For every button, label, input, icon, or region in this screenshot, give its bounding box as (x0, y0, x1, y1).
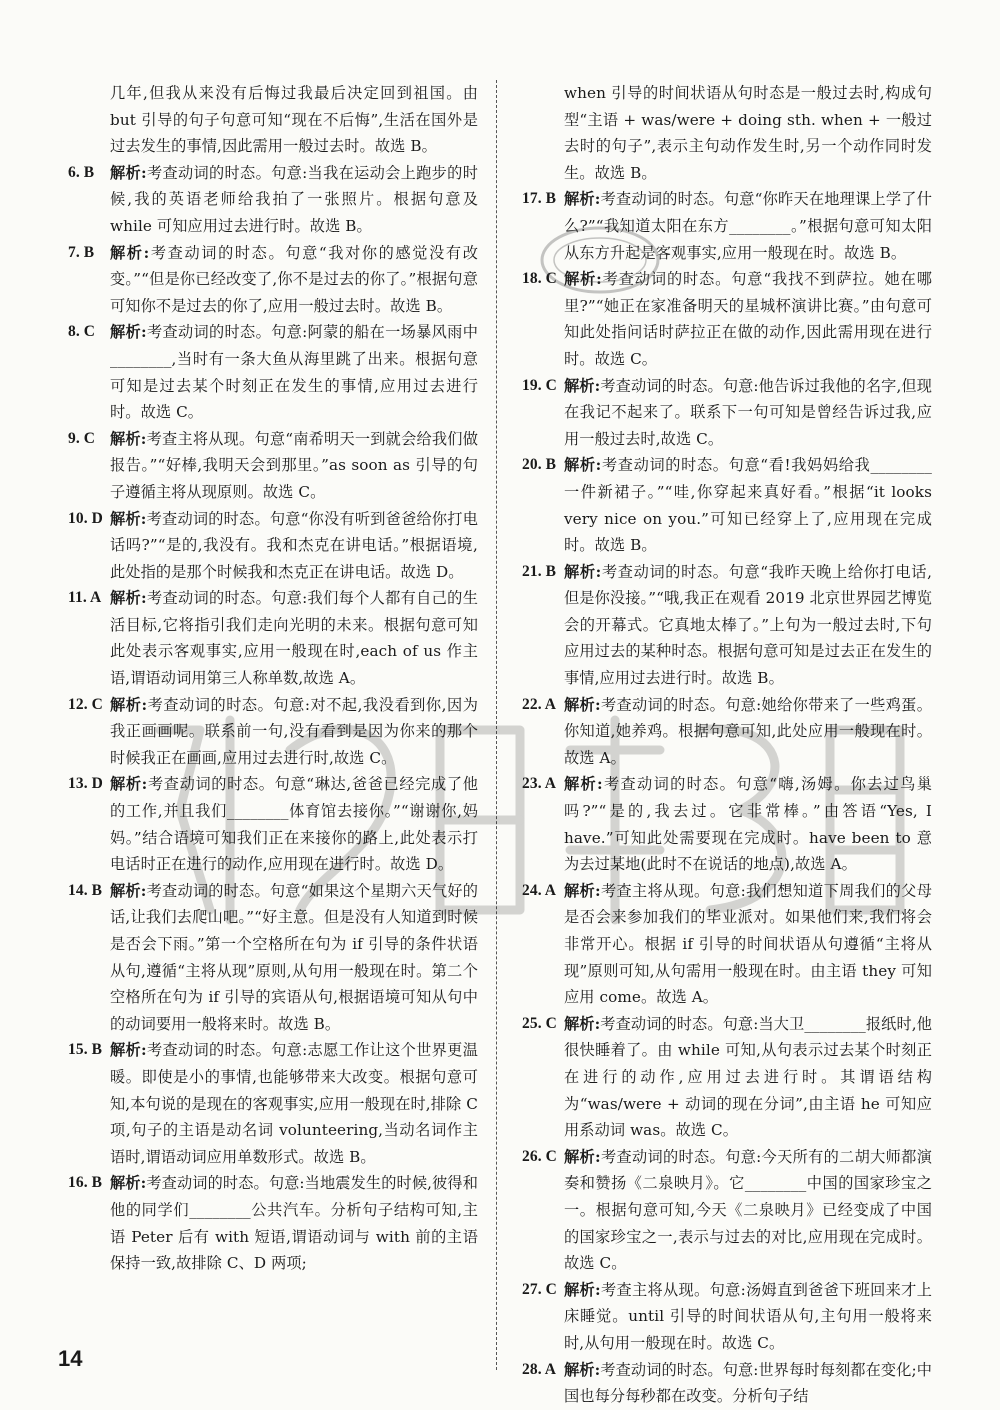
entry-text: 考查主将从现。句意:我们想知道下周我们的父母是否会来参加我们的毕业派对。如果他们来,我们将会非常开心。根据 if 引导的时间状语从句遵循“主将从现”原则可知,从句需用一般现在时。由主语 they 可知应用 come。故选 A。 (564, 881, 932, 1007)
answer-entry (522, 1011, 932, 1144)
answer-number: 26. C (522, 1147, 557, 1165)
answer-entry (68, 319, 478, 425)
entry-text: 考查动词的时态。句意:世界每时每刻都在变化;中国也每分每秒都在改变。分析句子结 (564, 1360, 932, 1406)
analysis-label: 解析: (564, 775, 603, 794)
answer-entry (68, 1037, 478, 1170)
entry-text: 考查动词的时态。句意“我对你的感觉没有改变。”“但是你已经改变了,你不是过去的你了。”根据句意可知你不是过去的你了,应用一般过去时。故选 B。 (110, 243, 478, 315)
answer-entry (522, 80, 932, 186)
entry-text: 考查动词的时态。句意“你没有听到爸爸给你打电话吗?”“是的,我没有。我和杰克在讲电话。”根据语境,此处指的是那个时候我和杰克正在讲电话。故选 D。 (110, 509, 478, 581)
answer-entry (68, 506, 478, 586)
answer-number: 18. C (522, 270, 557, 288)
answer-number: 27. C (522, 1280, 557, 1298)
analysis-label: 解析: (110, 881, 147, 900)
analysis-label: 解析: (110, 429, 147, 448)
answer-number: 25. C (522, 1014, 557, 1032)
answer-number: 23. A (522, 775, 557, 793)
answer-entry (68, 1170, 478, 1276)
analysis-label: 解析: (564, 270, 602, 289)
analysis-label: 解析: (564, 1014, 601, 1033)
analysis-label: 解析: (564, 695, 601, 714)
answer-number: 20. B (522, 456, 557, 474)
analysis-label: 解析: (564, 190, 601, 209)
entry-text: 考查动词的时态。句意:当大卫________报纸时,他很快睡着了。由 while 可知,从句表示过去某个时刻正在进行的动作,应用过去进行时。其谓语结构为“was/were + 动词的现在分词”,由主语 he 可知应用系动词 was。故选 C。 (564, 1014, 932, 1140)
entry-text: 考查动词的时态。句意:当地震发生的时候,彼得和他的同学们________公共汽车。分析句子结构可知,主语 Peter 后有 with 短语,谓语动词与 with 前的主语保持一致,故排除 C、D 两项; (110, 1174, 478, 1273)
page-number: 14 (58, 1346, 83, 1371)
analysis-label: 解析: (564, 456, 602, 475)
answer-number: 16. B (68, 1174, 103, 1192)
entry-text: 考查动词的时态。句意:他告诉过我他的名字,但现在我记不起来了。联系下一句可知是曾经告诉过我,应用一般过去时,故选 C。 (564, 376, 932, 448)
analysis-label: 解析: (110, 1041, 147, 1060)
answer-number: 15. B (68, 1041, 103, 1059)
analysis-label: 解析: (110, 243, 150, 262)
answer-number: 6. B (68, 163, 95, 181)
entry-text: 考查动词的时态。句意:志愿工作让这个世界更温暖。即使是小的事情,也能够带来大改变。根据句意可知,本句说的是现在的客观事实,应用一般现在时,排除 C 项,句子的主语是动名词 volunteering,当动名词作主语时,谓语动词应用单数形式。故选 B。 (110, 1041, 478, 1166)
entry-text: 几年,但我从来没有后悔过我最后决定回到祖国。由 but 引导的句子句意可知“现在不后悔”,生活在国外是过去发生的事情,因此需用一般过去时。故选 B。 (110, 84, 478, 156)
analysis-label: 解析: (564, 562, 602, 581)
answer-entry (68, 426, 478, 506)
watermark (140, 690, 940, 930)
answer-number: 11. A (68, 589, 102, 607)
entry-text: 考查动词的时态。句意“看!我妈妈给我________一件新裙子。”“哇,你穿起来真好看。”根据“it looks very nice on you.”可知已经穿上了,应用现在完成时。故选 B。 (564, 456, 932, 555)
analysis-label: 解析: (110, 163, 147, 182)
answer-number: 12. C (68, 695, 103, 713)
answer-number: 28. A (522, 1360, 557, 1378)
analysis-label: 解析: (564, 376, 601, 395)
analysis-label: 解析: (110, 323, 147, 342)
entry-text: when 引导的时间状语从句时态是一般过去时,构成句型“主语 + was/were + doing sth. when + 一般过去时的句子”,表示主句动作发生时,另一个动作同时发生。故选 B。 (564, 84, 932, 182)
analysis-label: 解析: (110, 589, 147, 608)
left-column (68, 80, 478, 1277)
entry-text: 考查动词的时态。句意“嗨,汤姆。你去过鸟巢吗?”“是的,我去过。它非常棒。”由答语“Yes, I have.”可知此处需要现在完成时。have been to 意为去过某地(此时不在说话的地点),故选 A。 (564, 775, 932, 874)
answer-number: 9. C (68, 429, 96, 447)
answer-number: 13. D (68, 775, 103, 793)
entry-text: 考查主将从现。句意:汤姆直到爸爸下班回来才上床睡觉。until 引导的时间状语从句,主句用一般将来时,从句用一般现在时。故选 C。 (564, 1280, 932, 1352)
stamp-mark (535, 220, 665, 300)
analysis-label: 解析: (564, 1280, 601, 1299)
analysis-label: 解析: (110, 1174, 147, 1193)
answer-entry (522, 1277, 932, 1357)
answer-entry (522, 1144, 932, 1277)
answer-entry (68, 160, 478, 240)
entry-text: 考查动词的时态。句意“琳达,爸爸已经完成了他的工作,并且我们________体育馆去接你。”“谢谢你,妈妈。”结合语境可知我们正在来接你的路上,此处表示打电话时正在进行的动作,应用现在进行时。故选 D。 (110, 775, 478, 874)
analysis-label: 解析: (564, 1360, 601, 1379)
answer-number: 19. C (522, 376, 557, 394)
entry-text: 考查动词的时态。句意“你昨天在地理课上学了什么?”“我知道太阳在东方________。”根据句意可知太阳从东方升起是客观事实,应用一般现在时。故选 B。 (564, 190, 932, 262)
analysis-label: 解析: (564, 881, 601, 900)
answer-entry (68, 240, 478, 320)
entry-text: 考查动词的时态。句意“我找不到萨拉。她在哪里?”“她正在家准备明天的星城杯演讲比赛。”由句意可知此处指问话时萨拉正在做的动作,因此需用现在进行时。故选 C。 (564, 270, 932, 368)
entry-text: 考查动词的时态。句意:今天所有的二胡大师都演奏和赞扬《二泉映月》。它________中国的国家珍宝之一。根据句意可知,今天《二泉映月》已经变成了中国的国家珍宝之一,表示与过去的对比,应用现在完成时。故选 C。 (564, 1147, 932, 1273)
answer-number: 17. B (522, 190, 557, 208)
answer-number: 8. C (68, 323, 96, 341)
answer-entry (522, 559, 932, 692)
entry-text: 考查动词的时态。句意“我昨天晚上给你打电话,但是你没接。”“哦,我正在观看 2019 北京世界园艺博览会的开幕式。它真地太棒了。”上句为一般过去时,下句应用过去的某种时态。根据句意可知是过去正在发生的事情,应用过去进行时。故选 B。 (564, 562, 932, 688)
answer-entry (68, 80, 478, 160)
entry-text: 考查动词的时态。句意:阿蒙的船在一场暴风雨中________,当时有一条大鱼从海里跳了出来。根据句意可知是过去某个时刻正在发生的事情,应用过去进行时。故选 C。 (110, 323, 478, 422)
entry-text: 考查动词的时态。句意:我们每个人都有自己的生活目标,它将指引我们走向光明的未来。根据句意可知此处表示客观事实,应用一般现在时,each of us 作主语,谓语动词用第三人称单数,故选 A。 (110, 589, 478, 688)
entry-text: 考查动词的时态。句意:对不起,我没看到你,因为我正画画呢。联系前一句,没有看到是因为你来的那个时候我正在画画,应用过去进行时,故选 C。 (110, 695, 478, 767)
answer-number: 10. D (68, 509, 103, 527)
analysis-label: 解析: (110, 775, 148, 794)
answer-number: 7. B (68, 243, 95, 261)
entry-text: 考查主将从现。句意“南希明天一到就会给我们做报告。”“好棒,我明天会到那里。”as soon as 引导的句子遵循主将从现原则。故选 C。 (110, 429, 478, 501)
answer-entry (68, 585, 478, 691)
analysis-label: 解析: (564, 1147, 601, 1166)
answer-number: 14. B (68, 881, 103, 899)
analysis-label: 解析: (110, 509, 147, 528)
answer-number: 21. B (522, 562, 557, 580)
answer-entry (522, 452, 932, 558)
answer-number: 24. A (522, 881, 557, 899)
entry-text: 考查动词的时态。句意“如果这个星期六天气好的话,让我们去爬山吧。”“好主意。但是没有人知道到时候是否会下雨。”第一个空格所在句为 if 引导的条件状语从句,遵循“主将从现”原则,从句用一般现在时。第二个空格所在句为 if 引导的宾语从句,根据语境可知从句中的动词要用一般将来时。故选 B。 (110, 881, 478, 1033)
answer-entry (522, 373, 932, 453)
answer-number: 22. A (522, 695, 557, 713)
entry-text: 考查动词的时态。句意:当我在运动会上跑步的时候,我的英语老师给我拍了一张照片。根据句意及 while 可知应用过去进行时。故选 B。 (110, 163, 478, 235)
analysis-label: 解析: (110, 695, 148, 714)
answer-entry (522, 1357, 932, 1410)
entry-text: 考查动词的时态。句意:她给你带来了一些鸡蛋。你知道,她养鸡。根据句意可知,此处应用一般现在时。故选 A。 (564, 695, 932, 767)
